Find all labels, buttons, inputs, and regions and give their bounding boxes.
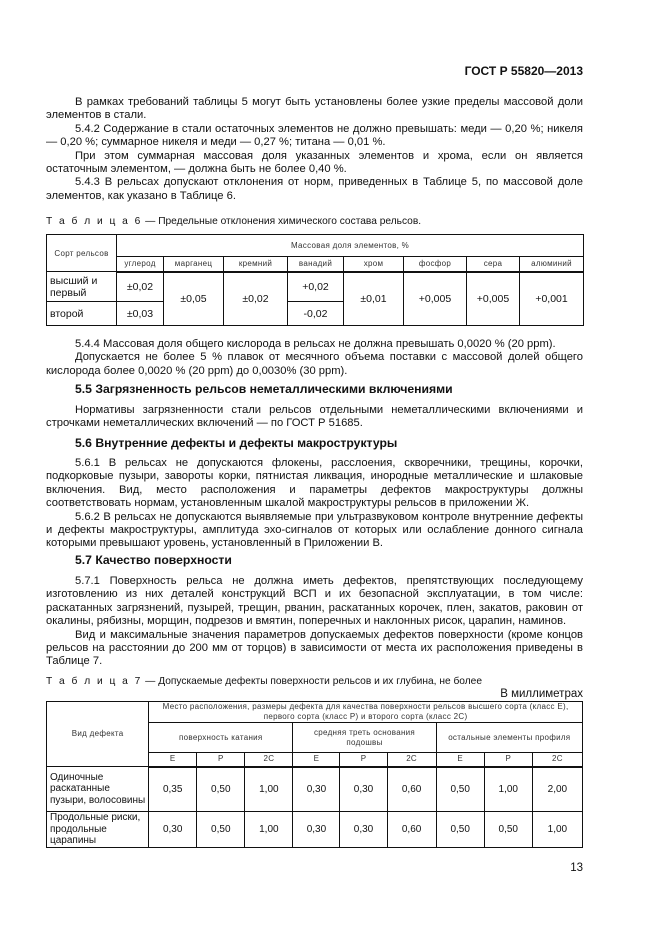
paragraph: 5.4.4 Массовая доля общего кислорода в рельсах не должна превышать 0,0020 % (20 ppm).: [75, 338, 556, 350]
paragraph: 5.4.2 Содержание в стали остаточных элементов не должно превышать: меди — 0,20 %; никеля — 0,20 %; суммарное никеля и меди — 0,27 %; титана — 0,01 %.: [46, 122, 583, 149]
cell-defect: Одиночные раскатанные пузыри, волосовины: [47, 767, 149, 812]
caption-prefix: Т а б л и ц а 7: [46, 676, 143, 687]
cell-value: ±0,02: [224, 272, 288, 326]
header-class: 2С: [387, 753, 436, 767]
section-5-6: [46, 457, 583, 551]
header-location: средняя треть основания подошвы: [293, 723, 436, 753]
paragraph: Вид и максимальные значения параметров допускаемых дефектов поверхности (кроме концов рельсов на расстоянии до 200 мм от торцов) в зависимости от места их расположения приведены в Таблице 7.: [46, 628, 583, 668]
section-5-5: [46, 404, 583, 431]
cell-value: 0,50: [197, 812, 245, 848]
page-number: 13: [570, 862, 583, 874]
section-5-4-4: [46, 338, 583, 378]
table7-caption: [46, 676, 482, 687]
cell-value: +0,005: [404, 272, 467, 326]
header-group: Место расположения, размеры дефекта для качества поверхности рельсов высшего сорта (класс Е), первого сорта (класс Р) и второго сорта (класс 2С): [149, 702, 583, 723]
cell-value: 1,00: [245, 767, 293, 812]
header-class: Е: [293, 753, 340, 767]
cell-sort: второй: [47, 302, 117, 326]
paragraph: 5.4.3 В рельсах допускают отклонения от норм, приведенных в Таблице 5, по массовой доле элементов, как указано в Таблице 6.: [46, 176, 583, 202]
cell-value: 0,30: [340, 812, 387, 848]
caption-text: — Предельные отклонения химического состава рельсов.: [142, 216, 422, 227]
header-class: Е: [436, 753, 484, 767]
header-col: сера: [467, 257, 520, 272]
header-col: хром: [344, 257, 404, 272]
cell-value: +0,005: [467, 272, 520, 326]
paragraph: В рамках требований таблицы 5 могут быть установлены более узкие пределы массовой доли элементов в стали.: [46, 96, 583, 122]
cell-value: 0,50: [197, 767, 245, 812]
header-class: Р: [484, 753, 532, 767]
intro-section: [46, 96, 583, 203]
cell-value: 0,35: [149, 767, 197, 812]
header-class: Р: [197, 753, 245, 767]
paragraph: Допускается не более 5 % плавок от месячного объема поставки с массовой долей общего кислорода более 0,0020 % (20 ppm) до 0,0030% (30 ppm).: [46, 351, 583, 377]
cell-value: -0,02: [288, 302, 344, 326]
section-5-5-title: 5.5 Загрязненность рельсов неметаллическими включениями: [75, 382, 453, 396]
table-6: [46, 234, 584, 326]
header-col: ванадий: [288, 257, 344, 272]
section-5-7: [46, 575, 583, 669]
header-col: кремний: [224, 257, 288, 272]
cell-value: 1,00: [532, 812, 582, 848]
paragraph: 5.7.1 Поверхность рельса не должна иметь дефектов, препятствующих последующему изготовлению из них деталей конструкций ВСП и их безопасной эксплуатации, в том числе: раскатанных загрязнений, пузырей, трещин, рванин, раскатанных корочек, плен, закатов, раковин от окалины, рябизны, морщин, подрезов и вмятин, поперечных и наклонных рисок, царапин, наминов.: [46, 575, 583, 628]
cell-value: 0,30: [149, 812, 197, 848]
cell-value: 0,60: [387, 767, 436, 812]
cell-value: ±0,03: [117, 302, 164, 326]
paragraph: При этом суммарная массовая доля указанных элементов и хрома, если он является остаточным элементом, — должна быть не более 0,40 %.: [46, 149, 583, 176]
caption-prefix: Т а б л и ц а 6: [46, 216, 143, 227]
header-class: Р: [340, 753, 387, 767]
cell-value: 0,60: [387, 812, 436, 848]
cell-value: 0,30: [293, 812, 340, 848]
header-class: Е: [149, 753, 197, 767]
table6-caption: [46, 216, 421, 227]
document-id-header: ГОСТ Р 55820—2013: [464, 64, 583, 78]
cell-value: +0,001: [520, 272, 584, 326]
cell-value: ±0,05: [164, 272, 224, 326]
cell-value: 2,00: [532, 767, 582, 812]
header-col: фосфор: [404, 257, 467, 272]
header-location: поверхность катания: [149, 723, 293, 753]
cell-defect: Продольные риски, продольные царапины: [47, 812, 149, 848]
cell-value: ±0,01: [344, 272, 404, 326]
header-col: марганец: [164, 257, 224, 272]
cell-value: 0,50: [484, 812, 532, 848]
section-5-7-title: 5.7 Качество поверхности: [75, 553, 232, 567]
header-sort: Сорт рельсов: [47, 235, 117, 272]
header-col: алюминий: [520, 257, 584, 272]
paragraph: 5.6.1 В рельсах не допускаются флокены, расслоения, скворечники, трещины, корочки, подкорковые пузыри, завороты корки, пятнистая ликвация, инородные металлические и шлаковые включения. Вид, место расположения и параметры дефектов макроструктуры должны соответствовать нормам, установленным шкалой макроструктуры рельсов в приложении Ж.: [46, 457, 583, 510]
header-location: остальные элементы профиля: [436, 723, 582, 753]
paragraph: 5.6.2 В рельсах не допускаются выявляемые при ультразвуковом контроле внутренние дефекты и дефекты макроструктуры, амплитуда эхо-сигналов от которых или ослабление донного сигнала которыми превышают уровень, установленный в Приложении В.: [46, 510, 583, 550]
header-defect: Вид дефекта: [47, 702, 149, 767]
cell-value: 1,00: [484, 767, 532, 812]
cell-value: 0,50: [436, 812, 484, 848]
table-7: [46, 701, 583, 848]
header-group: Массовая доля элементов, %: [117, 235, 584, 257]
header-class: 2С: [245, 753, 293, 767]
cell-value: 0,50: [436, 767, 484, 812]
cell-sort: высший и первый: [47, 272, 117, 302]
cell-value: ±0,02: [117, 272, 164, 302]
header-col: углерод: [117, 257, 164, 272]
header-class: 2С: [532, 753, 582, 767]
cell-value: +0,02: [288, 272, 344, 302]
table-row: [47, 767, 583, 812]
table-row: [47, 272, 584, 302]
paragraph: Нормативы загрязненности стали рельсов отдельными неметаллическими включениями и строчками неметаллических включений — по ГОСТ Р 51685.: [46, 404, 583, 430]
section-5-6-title: 5.6 Внутренние дефекты и дефекты макроструктуры: [75, 436, 398, 450]
cell-value: 0,30: [293, 767, 340, 812]
cell-value: 1,00: [245, 812, 293, 848]
table-row: [47, 812, 583, 848]
cell-value: 0,30: [340, 767, 387, 812]
table7-units: В миллиметрах: [500, 688, 583, 700]
caption-text: — Допускаемые дефекты поверхности рельсов и их глубина, не более: [142, 676, 483, 687]
